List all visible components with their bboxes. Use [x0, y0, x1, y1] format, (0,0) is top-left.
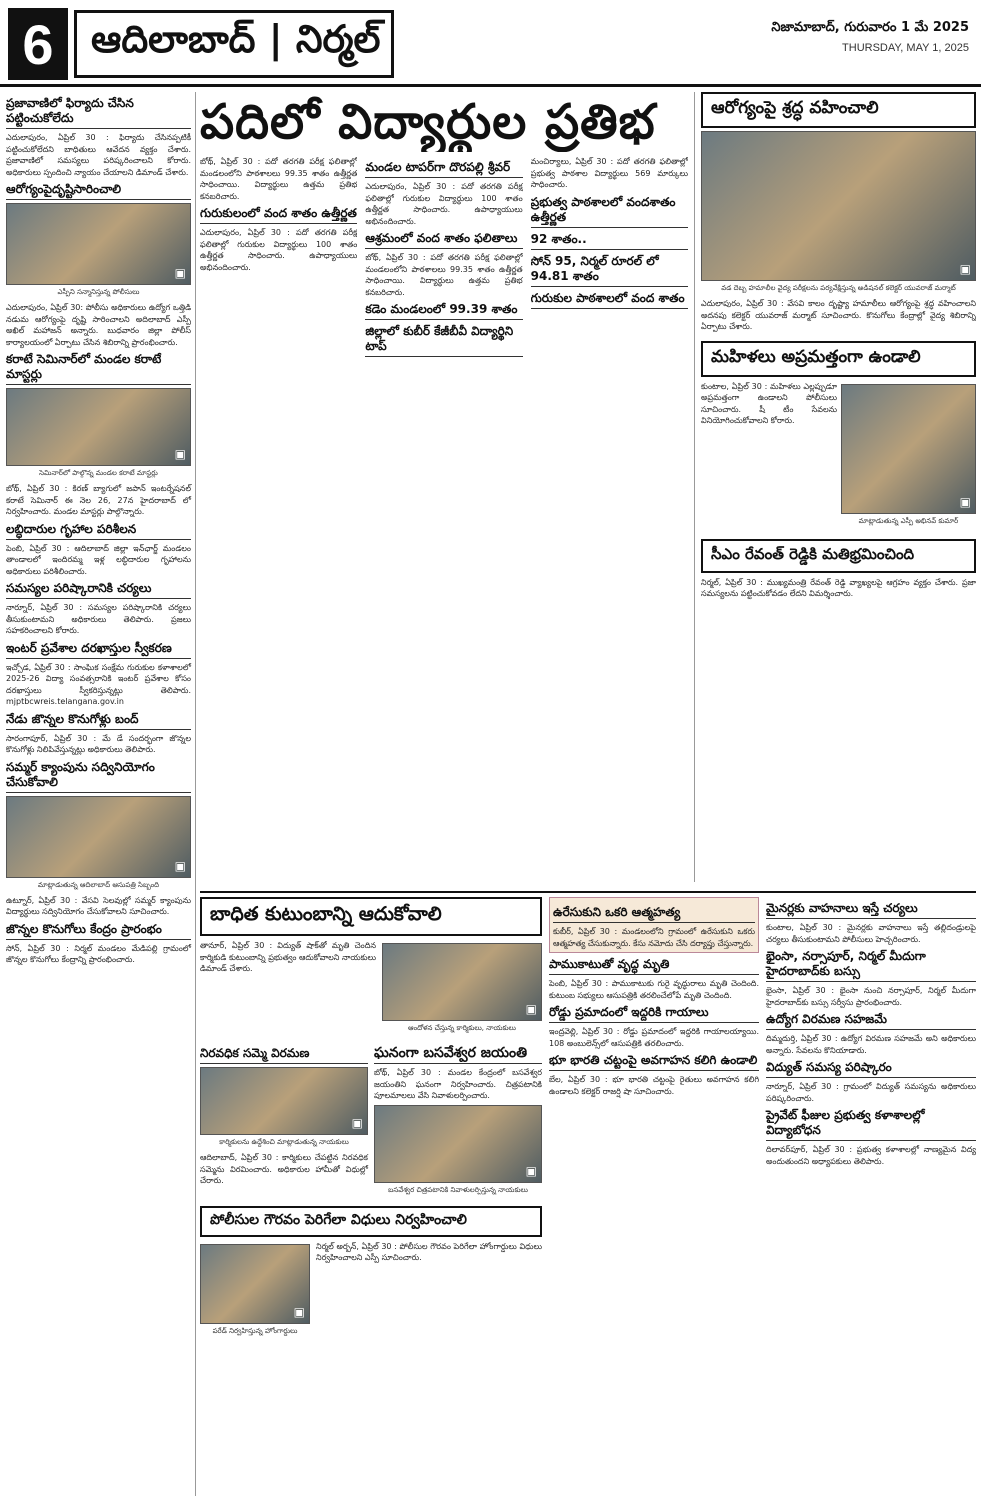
left-item-body: సారంగాపూర్, ఏప్రిల్ 30 : మే డే సందర్భంగా జొన్నల కొనుగోళ్లు నిలిపివేస్తున్నట్లు అధికారులు తెలిపారు. [6, 733, 191, 754]
right-story-1-body: ఎదులాపురం, ఏప్రిల్ 30 : వేసవి కాలం దృష్ట్యా హమాలీలు ఆరోగ్యంపై శ్రద్ధ వహించాలని అదనపు కలెక్టర్ యువరాజ్ మర్మాట్ సూచించారు. కొనుగోలు కేంద్రాల్లో వైద్య శిబిరాన్ని ఏర్పాటు చేశారు. [701, 299, 976, 331]
photo-protest [382, 943, 542, 1021]
date-english: THURSDAY, MAY 1, 2025 [842, 42, 969, 54]
story-d-head: పోలీసుల గౌరవం పెరిగేలా విధులు నిర్వహించాలి [200, 1206, 542, 1237]
photo-karate [6, 388, 191, 466]
story-c [374, 1042, 542, 1200]
section-title: ఆదిలాబాద్ | నిర్మల్ [74, 10, 394, 78]
left-item-head: ఇంటర్ ప్రవేశాల దరఖాస్తుల స్వీకరణ [6, 641, 191, 659]
main-story-columns [200, 156, 688, 360]
story-d-photo-wrap [200, 1241, 310, 1341]
photo-caption: బసవేశ్వర చిత్రపటానికి నివాళులర్పిస్తున్న నాయకులు [388, 1185, 528, 1194]
left-item-body: ఎదులాపురం, ఏప్రిల్ 30 : ఫిర్యాదు చేసినప్పటికీ పట్టించుకోలేదని బాధితులు ఆవేదన వ్యక్తం చేశారు. ప్రజావాణిలో సమస్యలు పరిష్కరించాలని కోరారు. అధికారులు స్పందించి న్యాయం చేయాలని డిమాండ్ చేశారు. [6, 133, 191, 177]
main-col-2 [365, 156, 522, 360]
main-subhead: ఆశ్రమంలో వంద శాతం ఫలితాలు [365, 231, 522, 249]
main-subhead: జిల్లాలో కుబీర్ కేజీబీవీ విద్యార్థిని టాప్ [365, 324, 522, 357]
story-a-photo-wrap [382, 940, 542, 1038]
right-story-2-row [701, 381, 976, 531]
left-item [6, 712, 191, 756]
left-item-head: నేడు జొన్నల కొనుగోళ్లు బంద్ [6, 712, 191, 730]
main-paragraph: ఎదులాపురం, ఏప్రిల్ 30 : పదో తరగతి పరీక్ష ఫలితాల్లో గురుకుల విద్యార్థులు 100 శాతం ఉత్తీర్ణత సాధించారు. ఉపాధ్యాయులు అభినందించారు. [365, 182, 523, 226]
story-h-head: భూ భారతి చట్టంపై అవగాహన కలిగి ఉండాలి [549, 1053, 759, 1071]
left-item-body: పెంబి, ఏప్రిల్ 30 : ఆదిలాబాద్ జిల్లా ఇన్‌ఛార్జ్ మండలం తాండాలలో ఇందిరమ్మ ఇళ్ల లబ్ధిదారుల గృహాలను అధికారులు పరిశీలించారు. [6, 543, 191, 576]
camera-icon: ▣ [174, 858, 186, 873]
left-item-body: నార్నూర్, ఏప్రిల్ 30 : సమస్యల పరిష్కారానికి చర్యలు తీసుకుంటామని అధికారులు తెలిపారు. ప్రజలు సహకరించాలని కోరారు. [6, 603, 191, 635]
left-item [6, 922, 191, 966]
story-l-head: విద్యుత్ సమస్య పరిష్కారం [766, 1060, 976, 1078]
masthead-rule [0, 84, 981, 87]
story-b [200, 1042, 368, 1200]
section-rule [200, 891, 976, 893]
story-f-body: పెంబి, ఏప్రిల్ 30 : పాముకాటుకు గురై వృద్ధురాలు మృతి చెందింది. కుటుంబ సభ్యులు ఆసుపత్రికి తరలించేలోపే మృతి చెందింది. [549, 979, 759, 1000]
story-m-head: ప్రైవేట్ ఫీజుల ప్రభుత్వ కళాశాలల్లో విద్యాబోధన [766, 1108, 976, 1141]
left-item-body: ఇచ్చోడ, ఏప్రిల్ 30 : సాంఘిక సంక్షేమ గురుకుల కళాశాలలో 2025-26 విద్యా సంవత్సరానికి ఇంటర్ ప్రవేశాల కోసం దరఖాస్తులు స్వీకరిస్తున్నట్లు తెలిపారు. mjptbcwreis.telangana.gov.in [6, 662, 191, 706]
left-item-body: బోథ్, ఏప్రిల్ 30 : కిరణ్ బ్యాగులో జపాన్ ఇంటర్నేషనల్ కరాటే సెమినార్ ఈ నెల 26, 27న హైదరాబాద్ లో నిర్వహించారు. మండల మాస్టర్లు పాల్గొన్నారు. [6, 484, 191, 516]
right-story-2-body: కుంటాల, ఏప్రిల్ 30 : మహిళలు ఎల్లప్పుడూ అప్రమత్తంగా ఉండాలని పోలీసులు సూచించారు. షీ టీం సేవలను వినియోగించుకోవాలని కోరారు. [701, 381, 837, 425]
story-d-body: నిర్మల్ అర్బన్, ఏప్రిల్ 30 : పోలీసుల గౌరవం పెరిగేలా హోంగార్డులు విధులు నిర్వహించాలని ఎస్పీ సూచించారు. [316, 1241, 542, 1262]
left-item-head: ఆరోగ్యంపైదృష్టిసారించాలి [6, 182, 191, 200]
left-item-head: సమస్యల పరిష్కారానికి చర్యలు [6, 581, 191, 599]
main-subhead: గురుకులంలో వంద శాతం ఉత్తీర్ణత [200, 206, 357, 224]
story-i-head: మైనర్లకు వాహనాలు ఇస్తే చర్యలు [766, 901, 976, 919]
photo-basaveshwara [374, 1105, 542, 1183]
story-e-box [549, 897, 759, 953]
main-subhead: 92 శాతం.. [531, 232, 688, 250]
main-story [200, 92, 688, 882]
camera-icon: ▣ [959, 262, 971, 276]
left-item [6, 641, 191, 708]
left-item [6, 522, 191, 578]
main-subhead: మండల టాపర్‌గా దొరపల్లి శ్రీవర్ [365, 160, 522, 178]
photo-sp-women [841, 384, 976, 514]
story-b-body: ఆదిలాబాద్, ఏప్రిల్ 30 : కార్మికులు చేపట్టిన నిరవధిక సమ్మెను విరమించారు. అధికారుల హామీతో విధుల్లో చేరారు. [200, 1153, 368, 1185]
right-story-3-body: నిర్మల్, ఏప్రిల్ 30 : ముఖ్యమంత్రి రేవంత్ రెడ్డి వ్యాఖ్యలపై ఆగ్రహం వ్యక్తం చేశారు. ప్రజా సమస్యలను పట్టించుకోవడం లేదని విమర్శించారు. [701, 577, 976, 598]
photo-caption: పరేడ్ నిర్వహిస్తున్న హోంగార్డులు [212, 1326, 298, 1335]
right-column [694, 92, 976, 882]
main-subhead: ప్రభుత్వ పాఠశాలలో వందశాతం ఉత్తీర్ణత [531, 195, 688, 228]
main-paragraph: ఎదులాపురం, ఏప్రిల్ 30 : పదో తరగతి పరీక్ష ఫలితాల్లో గురుకుల విద్యార్థులు 100 శాతం ఉత్తీర్ణత సాధించారు. ఉపాధ్యాయులు అభినందించారు. [200, 228, 358, 272]
photo-summer-camp [6, 796, 191, 878]
lower-grid [200, 897, 976, 1341]
left-item-head: సమ్మర్ క్యాంపును సద్వినియోగం చేసుకోవాలి [6, 760, 191, 793]
left-item-body: సోన్, ఏప్రిల్ 30 : నిర్మల్ మండలం మేడిపల్లి గ్రామంలో జొన్నల కొనుగోలు కేంద్రాన్ని ప్రారంభించారు. [6, 943, 191, 964]
story-a-head: బాధిత కుటుంబాన్ని ఆదుకోవాలి [200, 897, 542, 936]
camera-icon: ▣ [525, 1163, 537, 1178]
lower-col-a [200, 897, 542, 1341]
main-subhead: గురుకుల పాఠశాలలో వంద శాతం [531, 291, 688, 309]
page-number: 6 [8, 8, 68, 80]
photo-hamali-health [701, 131, 976, 281]
main-col-3 [531, 156, 688, 360]
main-paragraph: బోథ్, ఏప్రిల్ 30 : పదో తరగతి పరీక్ష ఫలితాల్లో మండలంలోని పాఠశాలలు 99.35 శాతం ఉత్తీర్ణత సాధించాయి. విద్యార్థులు ఉత్తమ ప్రతిభ కనబరిచారు. [365, 253, 523, 297]
story-e-body: కుబీర్, ఏప్రిల్ 30 : మండలంలోని గ్రామంలో ఉరేసుకుని ఒకరు ఆత్మహత్య చేసుకున్నారు. కేసు నమోదు చేసి దర్యాప్తు చేస్తున్నారు. [553, 927, 755, 948]
left-column [6, 92, 196, 1496]
photo-caption: ఆందోళన చేస్తున్న కార్మికులు, నాయకులు [408, 1024, 516, 1032]
left-item-head: జొన్నల కొనుగోలు కేంద్రం ప్రారంభం [6, 922, 191, 940]
story-c-head: ఘనంగా బసవేశ్వర జయంతి [374, 1046, 542, 1064]
story-a-body: తానూర్, ఏప్రిల్ 30 : విద్యుత్ షాక్‌తో మృతి చెందిన కార్మికుడి కుటుంబాన్ని ప్రభుత్వం ఆదుకోవాలని నాయకులు డిమాండ్ చేశారు. [200, 941, 376, 973]
left-item-body: ఎదులాపురం, ఏప్రిల్ 30: పోలీసు అధికారులు ఉద్యోగ ఒత్తిడి నడుమ ఆరోగ్యంపై దృష్టి సారించాలని అదిలాబాద్ ఎస్పీ అఖిల్ మహాజన్ అన్నారు. బుధవారం జిల్లా పోలీస్ కార్యాలయంలో ఏర్పాటు చేసిన శిబిరాన్ని ప్రారంభించారు. [6, 303, 191, 347]
left-item [6, 760, 191, 918]
camera-icon: ▣ [959, 494, 971, 509]
camera-icon: ▣ [293, 1304, 305, 1319]
left-item-head: ప్రజావాణిలో ఫిర్యాదు చేసిన పట్టించుకోలేదు [6, 96, 191, 129]
story-g-head: రోడ్డు ప్రమాదంలో ఇద్దరికి గాయాలు [549, 1005, 759, 1023]
lower-col-c [766, 897, 976, 1341]
photo-strike [200, 1067, 368, 1135]
left-item-head: లబ్ధిదారుల గృహాల పరిశీలన [6, 522, 191, 540]
camera-icon: ▣ [174, 447, 186, 461]
story-bc-grid [200, 1042, 542, 1200]
photo-caption: కార్మికులను ఉద్దేశించి మాట్లాడుతున్న నాయకులు [219, 1138, 349, 1146]
date-telugu: నిజామాబాద్, గురువారం 1 మే 2025 [771, 20, 969, 35]
main-subhead: కడెం మండలంలో 99.39 శాతం [365, 302, 522, 320]
left-item [6, 96, 191, 178]
story-k-body: దిమ్మదుర్తి, ఏప్రిల్ 30 : ఉద్యోగ విరమణ సహజమే అని అధికారులు అన్నారు. సేవలను కొనియాడారు. [766, 1034, 976, 1055]
left-item-body: ఉట్నూర్, ఏప్రిల్ 30 : వేసవి సెలవుల్లో సమ్మర్ క్యాంపును విద్యార్థులు సద్వినియోగం చేసుకోవాలని సూచించారు. [6, 895, 191, 916]
right-story-2-photo-wrap [841, 381, 976, 531]
story-j-head: భైంసా, నర్సాపూర్, నిర్మల్ మీదుగా హైదరాబాద్‌కు బస్సు [766, 949, 976, 982]
story-e-head: ఉరేసుకుని ఒకరి ఆత్మహత్య [553, 905, 755, 923]
right-story-3-head: సీఎం రేవంత్ రెడ్డికి మతిభ్రమించింది [701, 539, 976, 573]
story-d-row [200, 1241, 542, 1341]
story-i-body: కుంటాల, ఏప్రిల్ 30 : మైనర్లకు వాహనాలు ఇస్తే తల్లిదండ్రులపై చర్యలు తీసుకుంటామని పోలీసులు హెచ్చరించారు. [766, 923, 976, 944]
camera-icon: ▣ [351, 1116, 363, 1130]
left-item-head: కరాటే సెమినార్‌లో మండల కరాటే మాస్టర్లు [6, 352, 191, 385]
main-col-1 [200, 156, 357, 360]
photo-caption: వడ దెబ్బ హమాలీల వైద్య పరీక్షలను పర్యవేక్షిస్తున్న అడిషనల్ కలెక్టర్ యువరాజ్ మర్మాట్ [721, 284, 956, 292]
left-item [6, 581, 191, 637]
photo-caption: సెమినార్‌లో పాల్గొన్న మండల కరాటే మాస్టర్లు [39, 469, 158, 477]
story-a-row [200, 940, 542, 1038]
main-paragraph: బోథ్, ఏప్రిల్ 30 : పదో తరగతి పరీక్ష ఫలితాల్లో మండలంలోని పాఠశాలలు 99.35 శాతం ఉత్తీర్ణత సాధించాయి. విద్యార్థులు ఉత్తమ ప్రతిభ కనబరిచారు. [200, 157, 358, 201]
story-c-body: బోథ్, ఏప్రిల్ 30 : మండల కేంద్రంలో బసవేశ్వర జయంతిని ఘనంగా నిర్వహించారు. చిత్రపటానికి పూలమాలలు వేసి నివాళులర్పించారు. [374, 1068, 542, 1100]
story-g-body: ఇంద్రవెల్లి, ఏప్రిల్ 30 : రోడ్డు ప్రమాదంలో ఇద్దరికి గాయాలయ్యాయి. 108 అంబులెన్స్‌లో ఆసుపత్రికి తరలించారు. [549, 1027, 759, 1048]
camera-icon: ▣ [174, 266, 186, 280]
masthead [0, 0, 981, 84]
story-h-body: బేల, ఏప్రిల్ 30 : భూ భారతి చట్టంపై రైతులు అవగాహన కలిగి ఉండాలని కలెక్టర్ రాజర్షి షా సూచించారు. [549, 1075, 759, 1096]
camera-icon: ▣ [525, 1002, 537, 1016]
photo-homeguards [200, 1244, 310, 1324]
lower-section [200, 887, 976, 1341]
story-l-body: నార్నూర్, ఏప్రిల్ 30 : గ్రామంలో విద్యుత్ సమస్యను అధికారులు పరిష్కరించారు. [766, 1082, 976, 1103]
photo-caption: ఎస్పీని సన్మానిస్తున్న పోలీసులు [57, 288, 140, 296]
main-subhead: సోన్ 95, నిర్మల్ రూరల్ లో 94.81 శాతం [531, 254, 688, 287]
right-story-2-head: మహిళలు అప్రమత్తంగా ఉండాలి [701, 341, 976, 377]
right-story-1-head: ఆరోగ్యంపై శ్రద్ధ వహించాలి [701, 92, 976, 128]
photo-caption: మాట్లాడుతున్న ఎస్పీ అభినవ్ కుమార్ [858, 516, 959, 525]
main-headline: పదిలో విద్యార్థుల ప్రతిభ [200, 94, 656, 150]
story-b-head: నిరవధిక సమ్మె విరమణ [200, 1046, 368, 1064]
story-f-head: పాముకాటుతో వృద్ధ మృతి [549, 957, 759, 975]
story-m-body: దిలావర్‌పూర్, ఏప్రిల్ 30 : ప్రభుత్వ కళాశాలల్లో నాణ్యమైన విద్య అందుతుందని అధ్యాపకులు తెలిపారు. [766, 1145, 976, 1166]
left-item [6, 182, 191, 348]
photo-police-health [6, 203, 191, 285]
story-j-body: భైంసా, ఏప్రిల్ 30 : భైంసా నుంచి నర్సాపూర్, నిర్మల్ మీదుగా హైదరాబాద్‌కు బస్సు సర్వీసు ప్రారంభించారు. [766, 986, 976, 1007]
lower-col-b [549, 897, 759, 1341]
photo-caption: మాట్లాడుతున్న ఆదిలాబాద్ ఆసుపత్రి సిబ్బంది [37, 880, 160, 889]
left-item [6, 352, 191, 518]
main-paragraph: మంచిర్యాలు, ఏప్రిల్ 30 : పదో తరగతి ఫలితాల్లో ప్రభుత్వ పాఠశాల విద్యార్థులు 569 మార్కులు సాధించారు. [530, 157, 688, 189]
story-k-head: ఉద్యోగ విరమణ సహజమే [766, 1012, 976, 1030]
dateline [771, 20, 969, 54]
